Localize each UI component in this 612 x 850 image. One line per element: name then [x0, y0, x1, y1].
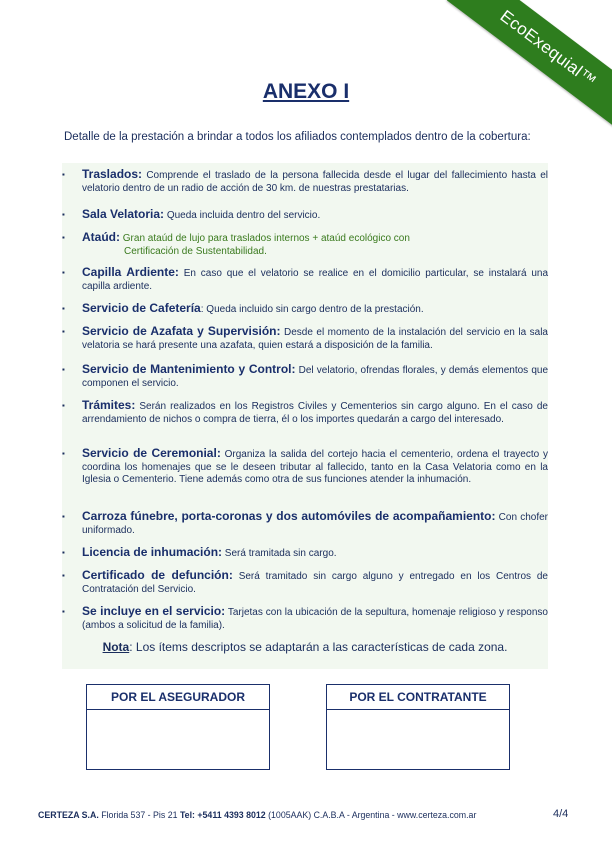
list-item [62, 231, 548, 258]
item-term: Capilla Ardiente: [82, 265, 179, 279]
bullet-icon: ▪ [62, 304, 65, 313]
list-item [62, 546, 548, 561]
item-text: Con chofer uniformado. [82, 512, 548, 536]
bullet-icon: ▪ [62, 401, 65, 410]
item-text: Del velatorio, ofrendas florales, y demás elementos que componen el servicio. [82, 365, 549, 389]
list-item [62, 399, 548, 426]
item-text: Gran ataúd de lujo para traslados internos + ataúd ecológico con [120, 233, 410, 244]
bullet-icon: ▪ [62, 327, 65, 336]
signature-box-label: POR EL CONTRATANTE [327, 685, 509, 710]
item-term: Servicio de Ceremonial: [82, 446, 221, 460]
item-text: Tarjetas con la ubicación de la sepultura, homenaje religioso y responso (ambos a solicitud de la familia). [82, 607, 548, 631]
item-term: Trámites: [82, 398, 136, 412]
signature-box-label: POR EL ASEGURADOR [87, 685, 269, 710]
list-item [62, 325, 548, 352]
item-term: Servicio de Mantenimiento y Control: [82, 362, 296, 376]
bullet-icon: ▪ [62, 170, 65, 179]
item-term: Servicio de Cafetería [82, 301, 201, 315]
item-text: Queda incluida dentro del servicio. [164, 210, 321, 221]
list-item [62, 208, 548, 223]
list-item [62, 510, 548, 537]
ecoexequial-ribbon [447, 0, 612, 133]
ribbon-label: EcoExequial™ [496, 6, 600, 91]
footer-rest: (1005AAK) C.A.B.A - Argentina - www.certeza.com.ar [265, 810, 477, 820]
list-item [62, 302, 548, 317]
item-term: Certificado de defunción: [82, 568, 233, 582]
footer-company: CERTEZA S.A. [38, 810, 99, 820]
nota-label: Nota [102, 640, 130, 654]
bullet-icon: ▪ [62, 512, 65, 521]
page-number: 4/4 [553, 808, 569, 820]
item-term: Traslados: [82, 167, 143, 181]
item-term: Carroza fúnebre, porta-coronas y dos automóviles de acompañamiento: [82, 509, 496, 523]
item-text: Organiza la salida del cortejo hacia el cementerio, ordena el trayecto y coordina los homenajes que se le deseen tributar al fallecido, tanto en la Casa Velatoria como en la Iglesia o Cementerio. Tiene además como otra de sus funciones atender la inhumación. [82, 449, 548, 485]
signature-box-contratante [326, 684, 510, 770]
nota-text [62, 640, 548, 654]
item-text: Será tramitado sin cargo alguno y entregado en los Centros de Contratación del Servicio. [82, 571, 548, 595]
page-title: ANEXO I [262, 80, 350, 103]
item-text: Serán realizados en los Registros Civiles y Cementerios sin cargo alguno. En el caso de arrendamiento de nichos o compra de tierra, él o los importes quedarán a cargo del interesado. [82, 401, 548, 425]
item-term: Licencia de inhumación: [82, 545, 223, 559]
item-term: Ataúd: [82, 230, 120, 244]
bullet-icon: ▪ [62, 210, 65, 219]
list-item [62, 447, 548, 487]
list-item [62, 605, 548, 632]
list-item [62, 168, 548, 195]
list-item [62, 363, 548, 390]
intro-text: Detalle de la prestación a brindar a todos los afiliados contemplados dentro de la cobertura: [64, 131, 531, 143]
bullet-icon: ▪ [62, 449, 65, 458]
item-text: Desde el momento de la instalación del servicio en la sala velatoria se hará presente una azafata, quien estará a disposición de la familia. [82, 327, 548, 351]
item-term: Sala Velatoria: [82, 207, 165, 221]
item-text: En caso que el velatorio se realice en el domicilio particular, se instalará una capilla ardiente. [82, 268, 549, 292]
item-text: : Queda incluido sin cargo dentro de la prestación. [200, 304, 424, 315]
item-term: Servicio de Azafata y Supervisión: [82, 324, 281, 338]
signature-box-asegurador [86, 684, 270, 770]
list-item [62, 569, 548, 596]
item-text-line2: Certificación de Sustentabilidad. [124, 245, 267, 257]
footer-tel: +5411 4393 8012 [194, 810, 266, 820]
bullet-icon: ▪ [62, 268, 65, 277]
page-footer [38, 810, 578, 820]
footer-address: Florida 537 - Pis 21 [98, 810, 180, 820]
item-text: Comprende el traslado de la persona fallecida desde el lugar del fallecimiento hasta el velatorio dentro de un radio de acción de 30 km. de nuestras prestatarias. [82, 170, 548, 194]
item-term: Se incluye en el servicio: [82, 604, 226, 618]
bullet-icon: ▪ [62, 365, 65, 374]
footer-tel-label: Tel: [179, 810, 195, 820]
bullet-icon: ▪ [62, 607, 65, 616]
bullet-icon: ▪ [62, 548, 65, 557]
list-item [62, 266, 548, 293]
bullet-icon: ▪ [62, 233, 65, 242]
nota-body: : Los ítems descriptos se adaptarán a las características de cada zona. [129, 640, 508, 654]
bullet-icon: ▪ [62, 571, 65, 580]
item-text: Será tramitada sin cargo. [222, 548, 337, 559]
